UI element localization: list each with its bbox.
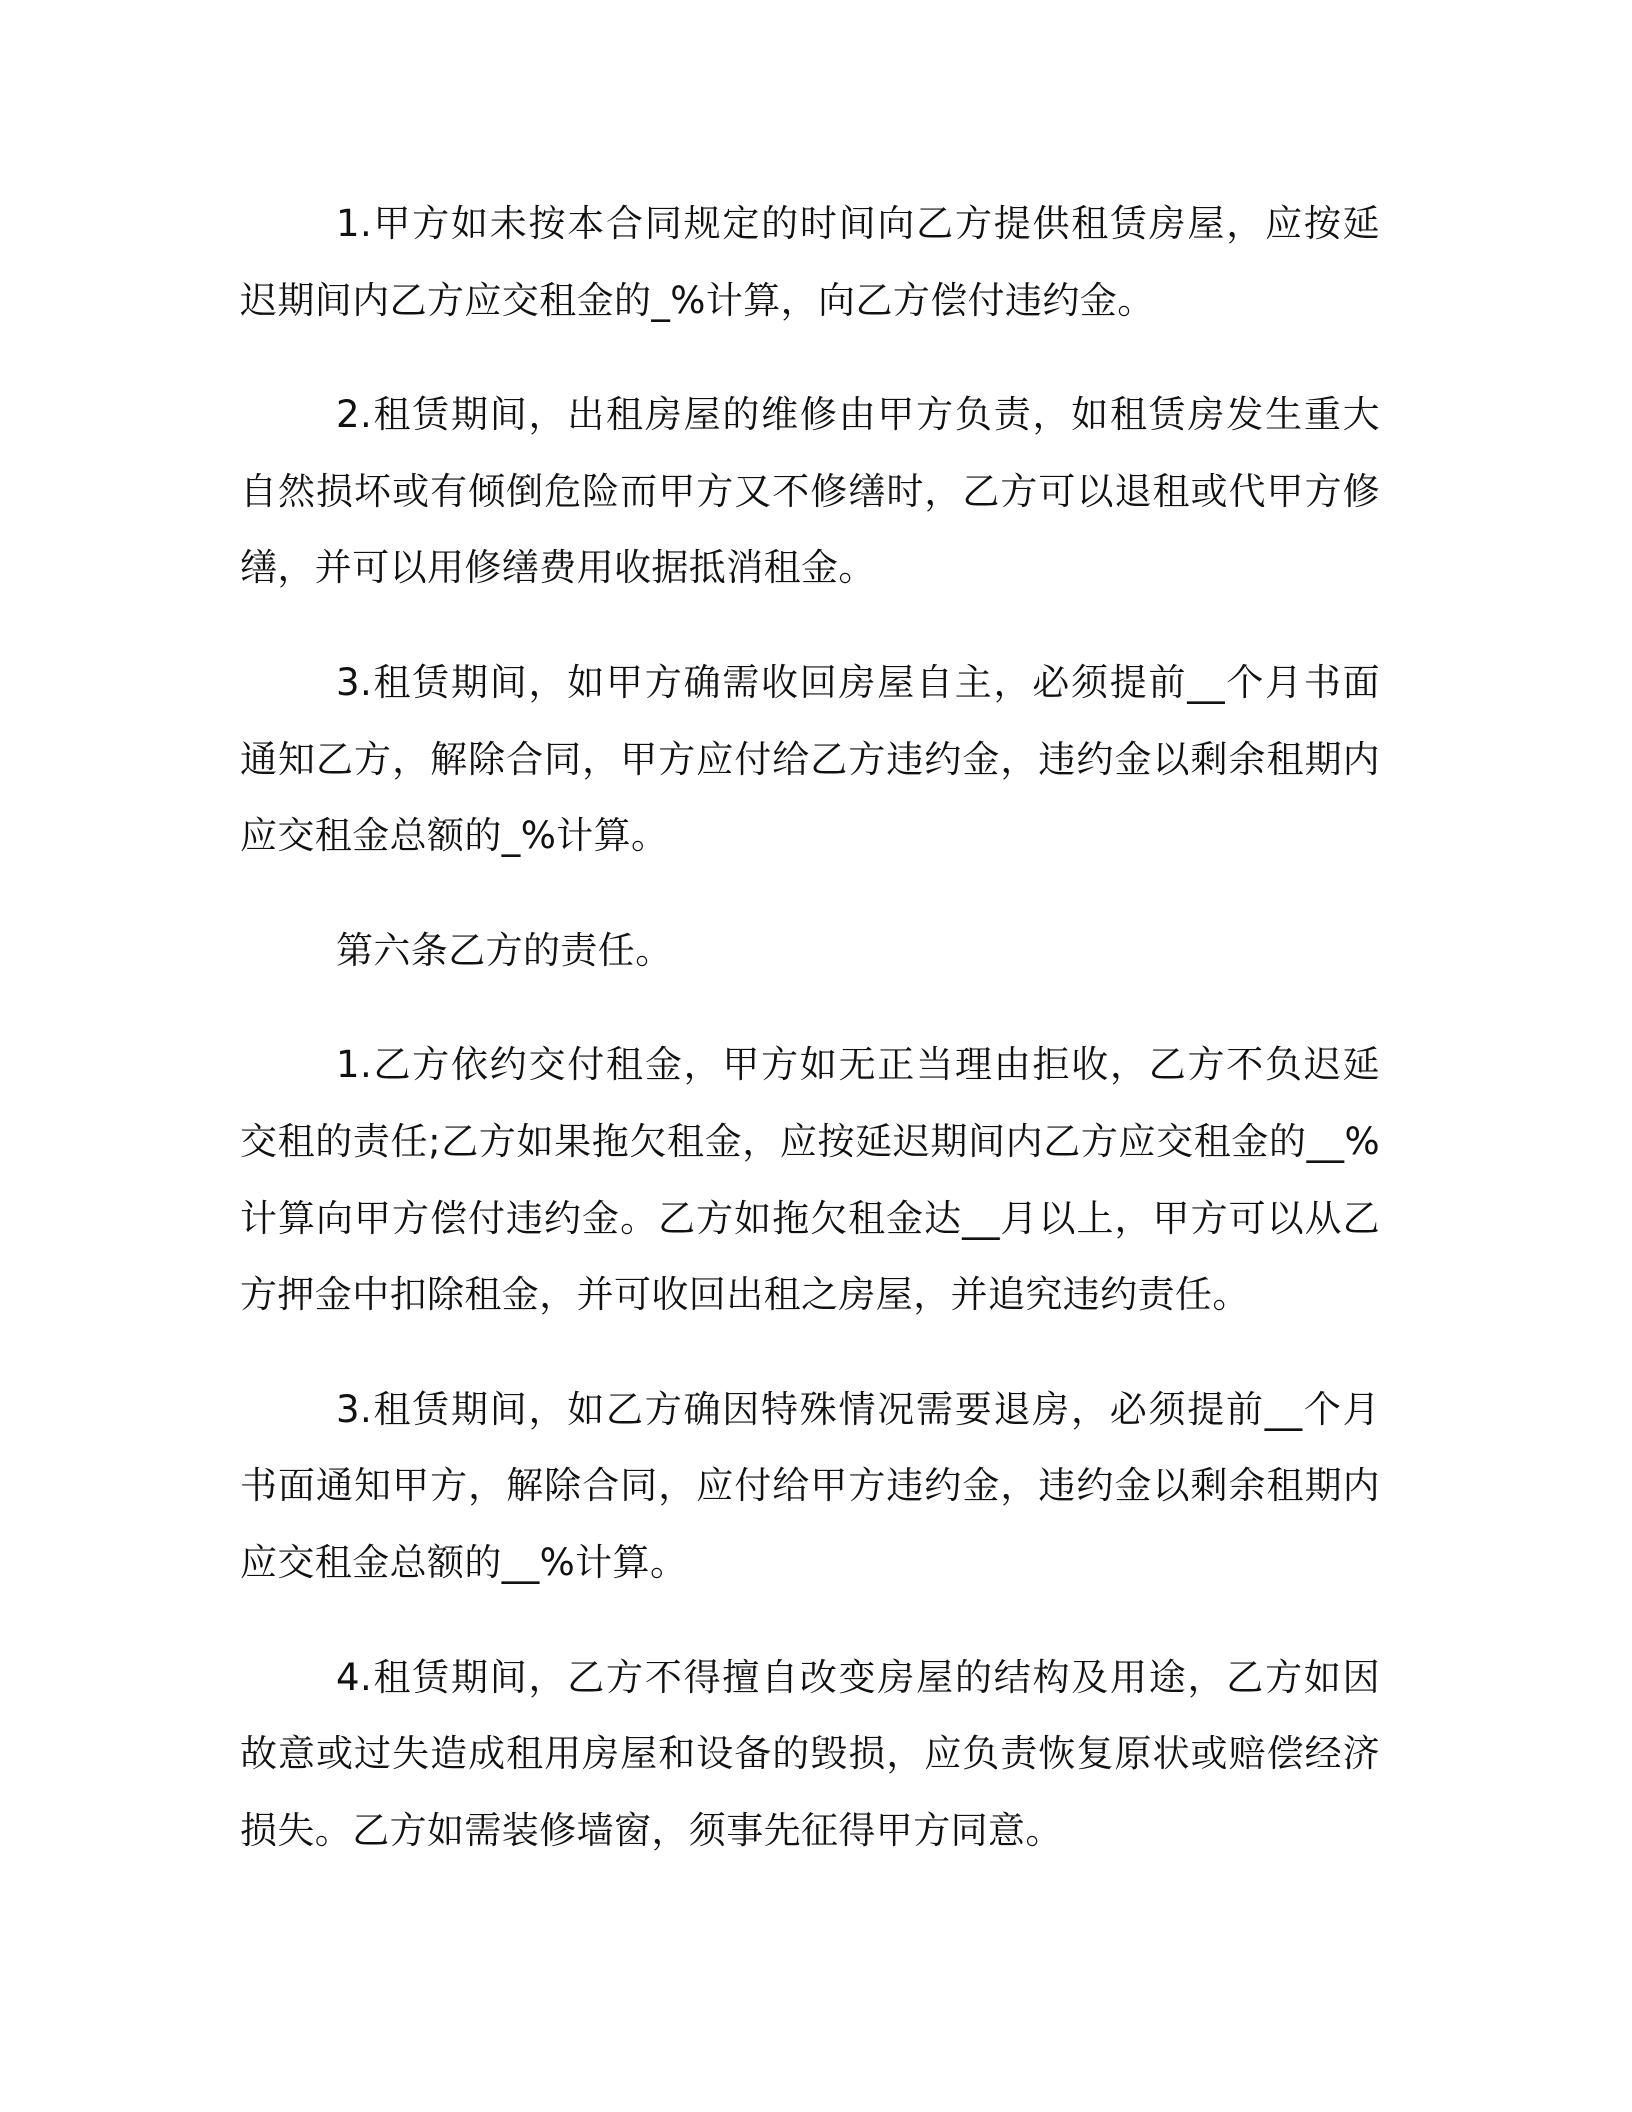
document-body <box>240 186 1380 1907</box>
clause-paragraph-4: 1.乙方依约交付租金，甲方如无正当理由拒收，乙方不负迟延交租的责任;乙方如果拖欠租金，应按延迟期间内乙方应交租金的__%计算向甲方偿付违约金。乙方如拖欠租金达__月以上，甲方可以从乙方押金中扣除租金，并可收回出租之房屋，并追究违约责任。 <box>240 1043 1380 1317</box>
clause-paragraph-6: 4.租赁期间，乙方不得擅自改变房屋的结构及用途，乙方如因故意或过失造成租用房屋和设备的毁损，应负责恢复原状或赔偿经济损失。乙方如需装修墙窗，须事先征得甲方同意。 <box>240 1655 1380 1852</box>
clause-paragraph-3: 3.租赁期间，如甲方确需收回房屋自主，必须提前__个月书面通知乙方，解除合同，甲方应付给乙方违约金，违约金以剩余租期内应交租金总额的_%计算。 <box>240 660 1380 858</box>
clause-paragraph-2: 2.租赁期间，出租房屋的维修由甲方负责，如租赁房发生重大自然损坏或有倾倒危险而甲方又不修缮时，乙方可以退租或代甲方修缮，并可以用修缮费用收据抵消租金。 <box>240 393 1380 590</box>
clause-paragraph-1: 1.甲方如未按本合同规定的时间向乙方提供租赁房屋，应按延迟期间内乙方应交租金的_%计算，向乙方偿付违约金。 <box>240 202 1380 322</box>
clause-paragraph-5: 3.租赁期间，如乙方确因特殊情况需要退房，必须提前__个月书面通知甲方，解除合同，应付给甲方违约金，违约金以剩余租期内应交租金总额的__%计算。 <box>240 1387 1380 1584</box>
section-heading: 第六条乙方的责任。 <box>336 928 673 972</box>
